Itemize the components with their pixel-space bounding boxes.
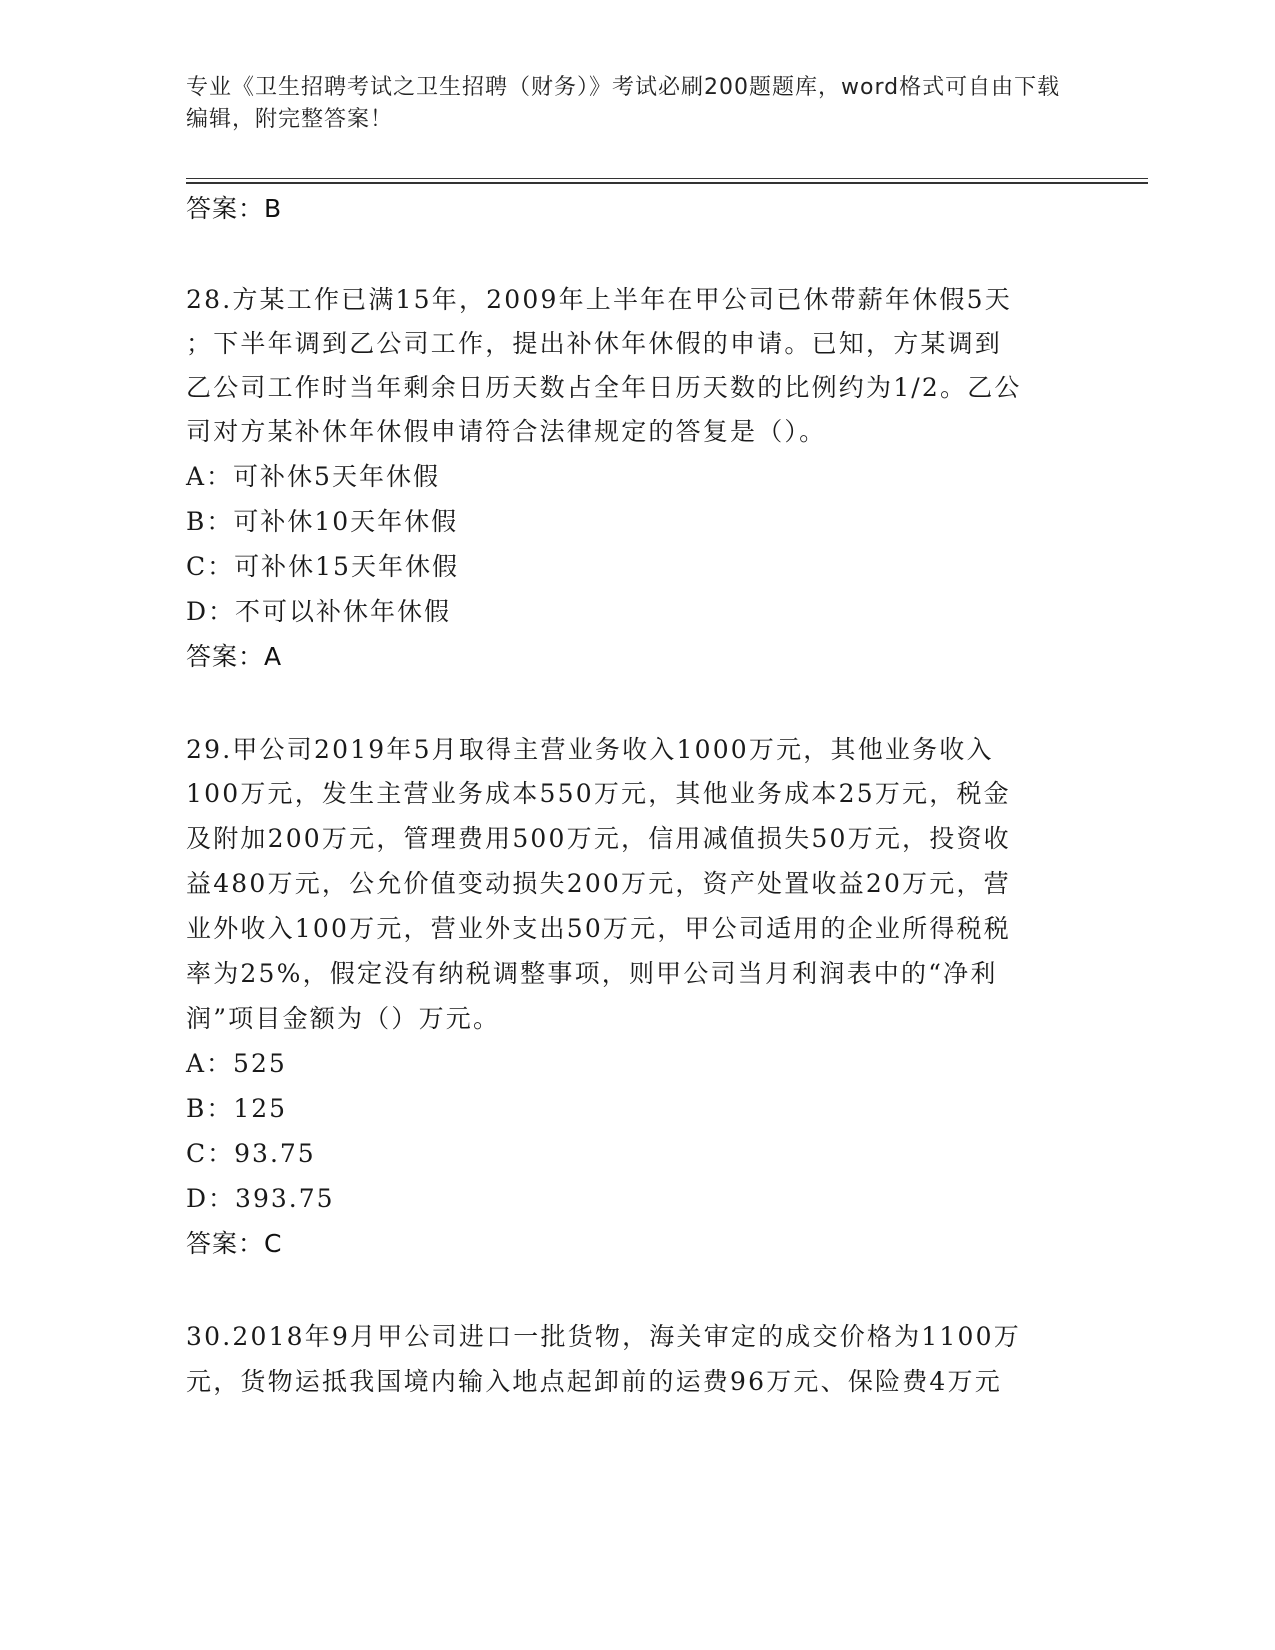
question-28-option-c: C：可补休15天年休假 — [186, 552, 459, 581]
question-28-line-1: 28.方某工作已满15年，2009年上半年在甲公司已休带薪年休假5天 — [186, 285, 1012, 314]
question-28-option-a: A：可补休5天年休假 — [186, 462, 440, 491]
question-29-option-c: C：93.75 — [186, 1139, 316, 1168]
header-divider-thin — [186, 178, 1148, 179]
question-29-line-4: 益480万元，公允价值变动损失200万元，资产处置收益20万元，营 — [186, 869, 1011, 898]
question-29-line-7: 润”项目金额为（）万元。 — [186, 1004, 501, 1033]
question-28-option-d: D：不可以补休年休假 — [186, 597, 452, 626]
question-30-line-1: 30.2018年9月甲公司进口一批货物，海关审定的成交价格为1100万 — [186, 1322, 1021, 1351]
page-header-title: 专业《卫生招聘考试之卫生招聘（财务）》考试必刷200题题库，word格式可自由下载编辑，附完整答案！ — [186, 75, 1061, 132]
question-28-line-3: 乙公司工作时当年剩余日历天数占全年日历天数的比例约为1/2。乙公 — [186, 373, 1022, 402]
question-29-option-b: B：125 — [186, 1094, 288, 1123]
question-28-option-b: B：可补休10天年休假 — [186, 507, 459, 536]
question-30-line-2: 元，货物运抵我国境内输入地点起卸前的运费96万元、保险费4万元 — [186, 1367, 1002, 1396]
question-29-option-a: A：525 — [186, 1049, 287, 1078]
question-29-line-3: 及附加200万元，管理费用500万元，信用减值损失50万元，投资收 — [186, 824, 1011, 853]
answer-prev: 答案：B — [186, 194, 283, 223]
question-29-line-1: 29.甲公司2019年5月取得主营业务收入1000万元，其他业务收入 — [186, 735, 994, 764]
question-28-answer: 答案：A — [186, 642, 283, 671]
question-29-answer: 答案：C — [186, 1229, 283, 1258]
question-29-line-5: 业外收入100万元，营业外支出50万元，甲公司适用的企业所得税税 — [186, 914, 1011, 943]
question-28-line-2: ；下半年调到乙公司工作，提出补休年休假的申请。已知，方某调到 — [186, 329, 1003, 358]
question-29-line-6: 率为25%，假定没有纳税调整事项，则甲公司当月利润表中的“净利 — [186, 959, 998, 988]
question-28-line-4: 司对方某补休年休假申请符合法律规定的答复是（）。 — [186, 417, 827, 446]
question-29-option-d: D：393.75 — [186, 1184, 335, 1213]
header-divider-thick — [186, 182, 1148, 184]
question-29-line-2: 100万元，发生主营业务成本550万元，其他业务成本25万元，税金 — [186, 779, 1011, 808]
